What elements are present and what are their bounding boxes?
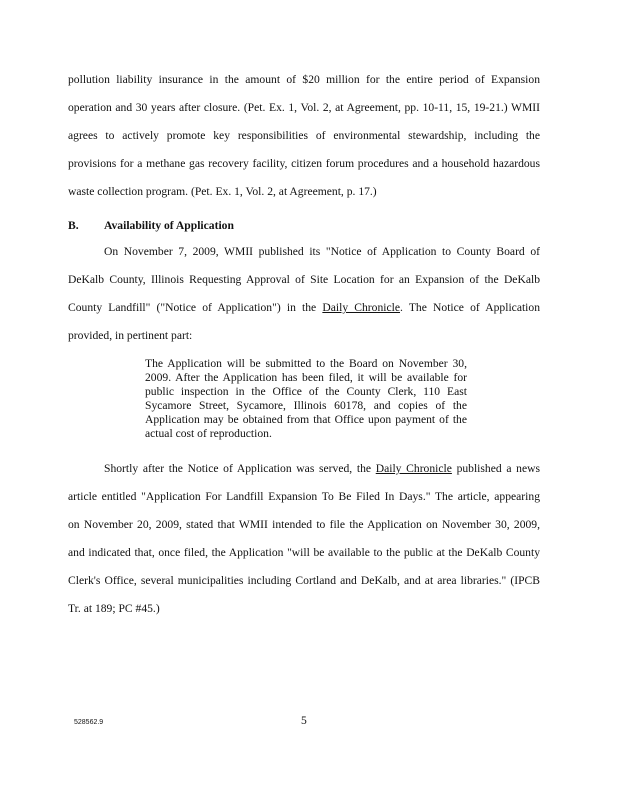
paragraph-3-line-2: article entitled "Application For Landfill Expansion To Be Filed In Days." The article, appearing [68, 490, 540, 503]
paragraph-2-line-3-text-b: . The Notice of Application [400, 301, 541, 314]
paragraph-3-line-1 [104, 462, 540, 476]
newspaper-name: Daily Chronicle [375, 462, 452, 475]
paragraph-2-line-3-text-a: County Landfill" ("Notice of Application") in the [68, 301, 323, 314]
paragraph-3-line-5: Clerk's Office, several municipalities including Cortland and DeKalb, and at area libraries." (IPCB [68, 574, 540, 587]
block-quote-line-4: Sycamore Street, Sycamore, Illinois 60178, and copies of the [145, 399, 467, 412]
section-title: Availability of Application [104, 219, 234, 232]
paragraph-2-line-2: DeKalb County, Illinois Requesting Approval of Site Location for an Expansion of the DeKalb [68, 273, 540, 286]
paragraph-1-line-1: pollution liability insurance in the amount of $20 million for the entire period of Expansion [68, 73, 540, 86]
paragraph-2-line-1: On November 7, 2009, WMII published its "Notice of Application to County Board of [104, 245, 540, 258]
paragraph-3-line-6: Tr. at 189; PC #45.) [68, 602, 160, 615]
block-quote-line-6: actual cost of reproduction. [145, 427, 272, 440]
paragraph-1-line-2: operation and 30 years after closure. (Pet. Ex. 1, Vol. 2, at Agreement, pp. 10-11, 15, 19-21.) WMII [68, 101, 540, 114]
block-quote-line-2: 2009. After the Application has been filed, it will be available for [145, 371, 467, 384]
block-quote-line-5: Application may be obtained from that Office upon payment of the [145, 413, 467, 426]
newspaper-name: Daily Chronicle [322, 301, 400, 314]
paragraph-1-line-3: agrees to actively promote key responsibilities of environmental stewardship, including the [68, 129, 540, 142]
paragraph-1-line-5: waste collection program. (Pet. Ex. 1, Vol. 2, at Agreement, p. 17.) [68, 185, 377, 198]
page-number: 5 [301, 714, 307, 727]
paragraph-3-line-1-text-a: Shortly after the Notice of Application was served, the [104, 462, 376, 475]
paragraph-1-line-4: provisions for a methane gas recovery facility, citizen forum procedures and a household hazardous [68, 157, 540, 170]
block-quote-line-1: The Application will be submitted to the Board on November 30, [145, 357, 467, 370]
block-quote-line-3: public inspection in the Office of the County Clerk, 110 East [145, 385, 467, 398]
paragraph-3-line-4: and indicated that, once filed, the Application "will be available to the public at the DeKalb County [68, 546, 540, 559]
paragraph-2-line-3 [68, 301, 540, 315]
paragraph-2-line-4: provided, in pertinent part: [68, 329, 193, 342]
paragraph-3-line-3: on November 20, 2009, stated that WMII intended to file the Application on November 30, 2009, [68, 518, 540, 531]
document-id: 528562.9 [74, 719, 104, 726]
section-letter: B. [68, 219, 79, 232]
paragraph-3-line-1-text-b: published a news [451, 462, 541, 475]
